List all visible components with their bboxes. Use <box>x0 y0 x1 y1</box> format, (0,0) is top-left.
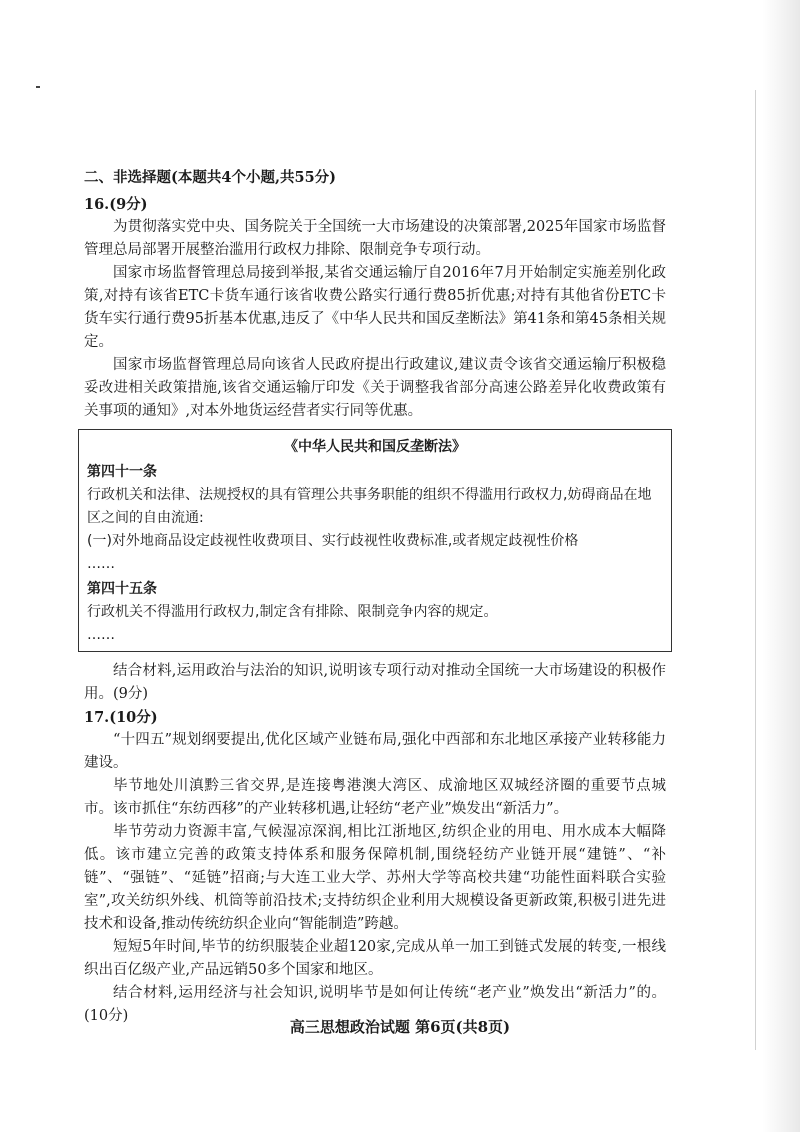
q17-paragraph: 毕节劳动力资源丰富,气候湿凉深润,相比江浙地区,纺织企业的用电、用水成本大幅降低。该市建立完善的政策支持体系和服务保障机制,围绕轻纺产业链开展“建链”、“补链”、“强链”、“延链”招商;与大连工业大学、苏州大学等高校共建“功能性面料联合实验室”,攻关纺织外线、机筒等前沿技术;支持纺织企业利用大规模设备更新政策,积极引进先进技术和设备,推动传统纺织企业向“智能制造”跨越。 <box>84 824 666 932</box>
scan-edge-shadow <box>762 0 800 1132</box>
law-title: 《中华人民共和国反垄断法》 <box>284 439 466 455</box>
scan-edge-line <box>755 90 756 1050</box>
article-41-item: (一)对外地商品设定歧视性收费项目、实行歧视性收费标准,或者规定歧视性价格 <box>87 533 579 549</box>
article-45-text: 行政机关不得滥用行政权力,制定含有排除、限制竞争内容的规定。 <box>87 604 498 620</box>
exam-page <box>84 166 666 1028</box>
q16-paragraph: 国家市场监督管理总局接到举报,某省交通运输厅自2016年7月开始制定实施差别化政策,对持有该省ETC卡货车通行该省收费公路实行通行费85折优惠;对持有其他省份ETC卡货车实行通行费95折基本优惠,违反了《中华人民共和国反垄断法》第41条和第45条相关规定。 <box>84 265 666 350</box>
q17-paragraph: 短短5年时间,毕节的纺织服装企业超120家,完成从单一加工到链式发展的转变,一根线织出百亿级产业,产品远销50多个国家和地区。 <box>84 939 666 978</box>
q16-paragraph: 国家市场监督管理总局向该省人民政府提出行政建议,建议责令该省交通运输厅积极稳妥改进相关政策措施,该省交通运输厅印发《关于调整我省部分高速公路差异化收费政策有关事项的通知》,对本外地货运经营者实行同等优惠。 <box>84 357 666 419</box>
article-45-heading: 第四十五条 <box>87 581 157 597</box>
q17-paragraph: 毕节地处川滇黔三省交界,是连接粤港澳大湾区、成渝地区双城经济圈的重要节点城市。该市抓住“东纺西移”的产业转移机遇,让轻纺“老产业”焕发出“新活力”。 <box>84 778 666 817</box>
section-title: 二、非选择题(本题共4个小题,共55分) <box>84 169 337 186</box>
ellipsis: …… <box>87 556 115 572</box>
q17-task: 结合材料,运用经济与社会知识,说明毕节是如何让传统“老产业”焕发出“新活力”的。(10分) <box>84 985 666 1024</box>
page-footer: 高三思想政治试题 第6页(共8页) <box>289 1018 511 1036</box>
question-17-head: 17.(10分) <box>84 709 158 726</box>
article-41-text: 行政机关和法律、法规授权的具有管理公共事务职能的组织不得滥用行政权力,妨碍商品在地区之间的自由流通: <box>87 487 652 526</box>
law-excerpt-box <box>78 429 672 652</box>
scan-speck <box>36 86 40 88</box>
q16-paragraph: 为贯彻落实党中央、国务院关于全国统一大市场建设的决策部署,2025年国家市场监督管理总局部署开展整治滥用行政权力排除、限制竞争专项行动。 <box>84 219 666 258</box>
q16-task: 结合材料,运用政治与法治的知识,说明该专项行动对推动全国统一大市场建设的积极作用。(9分) <box>84 663 666 702</box>
question-16-head: 16.(9分) <box>84 196 148 213</box>
ellipsis: …… <box>87 627 115 643</box>
q17-paragraph: “十四五”规划纲要提出,优化区域产业链布局,强化中西部和东北地区承接产业转移能力建设。 <box>84 732 666 771</box>
article-41-heading: 第四十一条 <box>87 464 157 480</box>
